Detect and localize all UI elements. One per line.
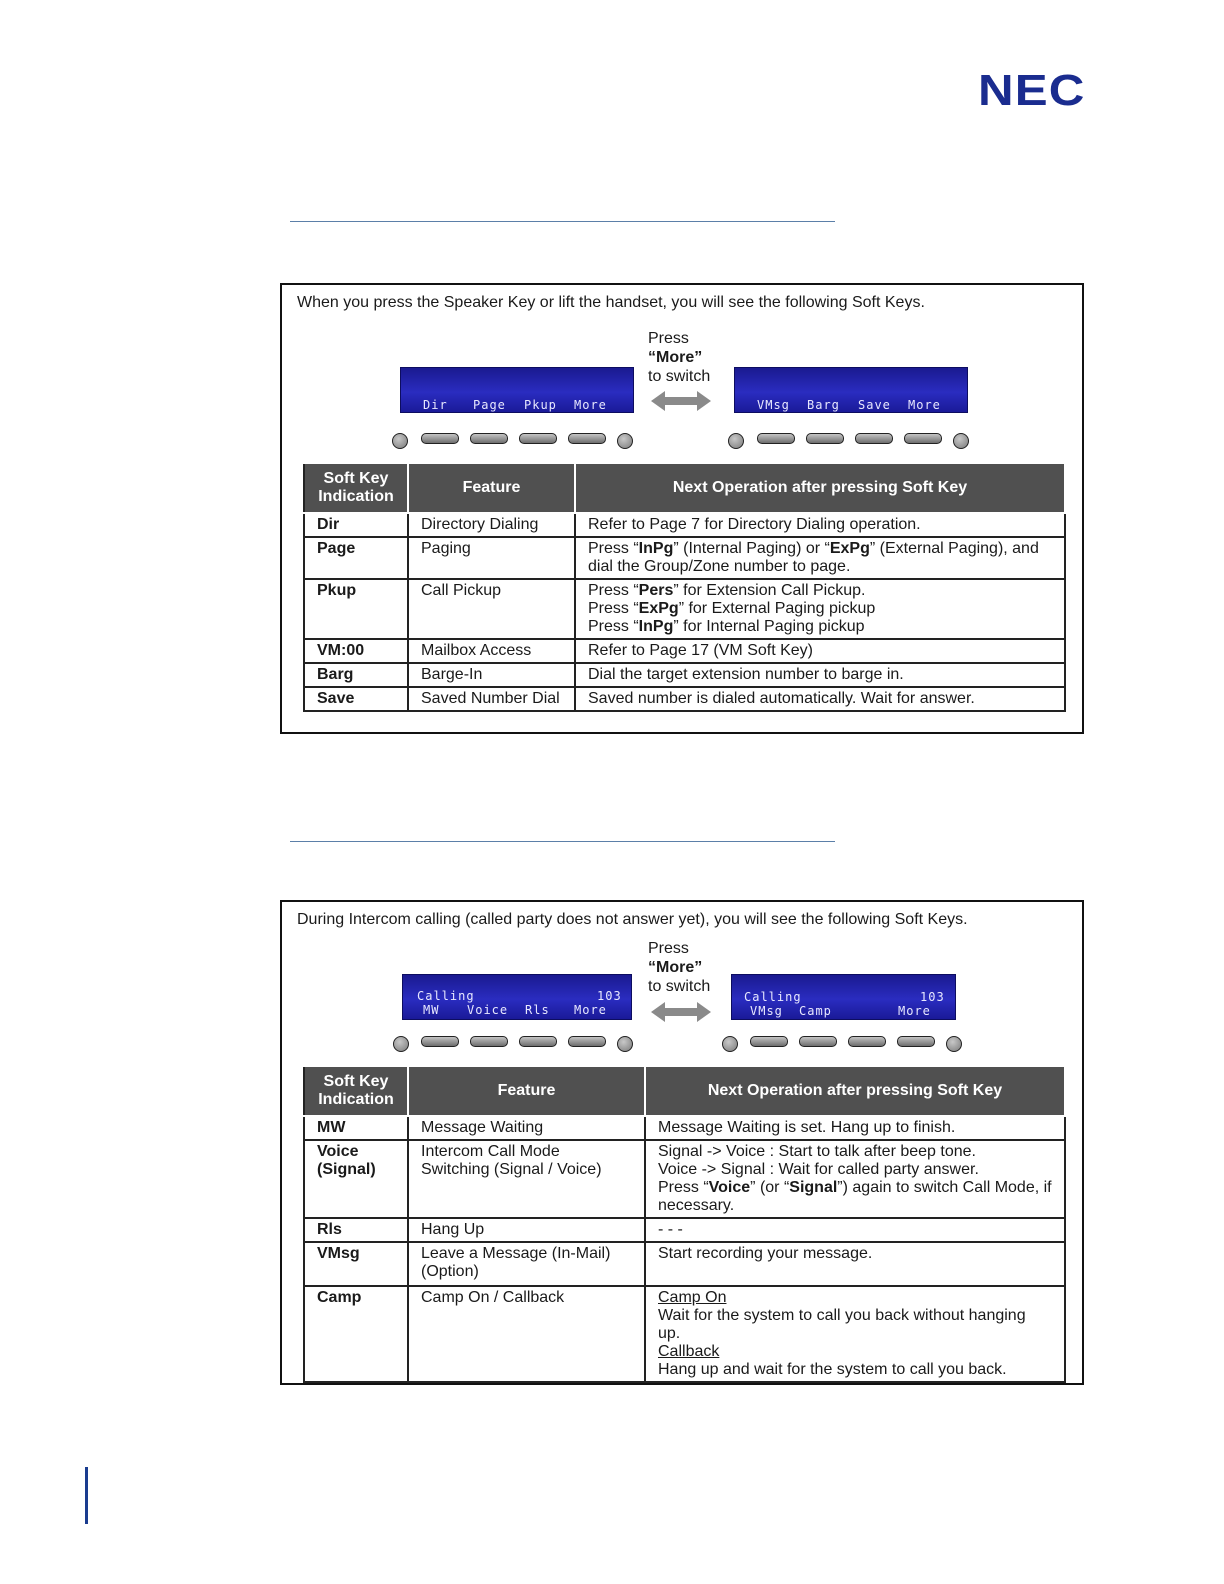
intro-text: When you press the Speaker Key or lift the handset, you will see the following Soft Keys. [297,294,925,311]
lcd-key-save: Save [858,398,891,412]
cell-operation: Dial the target extension number to barge in. [575,663,1065,687]
softkey-panel-idle [280,283,1084,734]
nav-button-left[interactable] [393,1036,409,1052]
cell-feature: Mailbox Access [408,639,575,663]
section-divider [290,841,835,842]
cell-operation: Camp On Wait for the system to call you back without hanging up. Callback Hang up and wait for the system to call you back. [645,1286,1065,1382]
table-row [304,639,1065,663]
page-margin-bar [85,1467,88,1524]
cell-key: Barg [304,663,408,687]
cell-feature: Leave a Message (In-Mail) (Option) [408,1242,645,1286]
softkey-button-3[interactable] [519,1036,557,1047]
nav-button-left[interactable] [722,1036,738,1052]
softkey-button-4[interactable] [568,433,606,444]
nav-button-right[interactable] [946,1036,962,1052]
softkey-button-4[interactable] [904,433,942,444]
lcd-key-page: Page [473,398,506,412]
table-row [304,1286,1065,1382]
lcd-key-more: More [574,1003,607,1017]
lcd-status: Calling [417,989,475,1003]
softkey-buttons-left [392,431,637,451]
cell-feature: Camp On / Callback [408,1286,645,1382]
lcd-key-voice: Voice [467,1003,509,1017]
lcd-display-left [402,974,632,1020]
nav-button-right[interactable] [617,1036,633,1052]
table-row [304,1242,1065,1286]
lcd-key-vmsg: VMsg [757,398,790,412]
softkey-button-3[interactable] [848,1036,886,1047]
table-row [304,1218,1065,1242]
cell-operation: Message Waiting is set. Hang up to finish. [645,1116,1065,1140]
softkey-table-intercom [303,1065,1066,1383]
cell-feature: Saved Number Dial [408,687,575,711]
switch-arrow-icon [651,1000,711,1024]
cell-operation: Start recording your message. [645,1242,1065,1286]
cell-key: MW [304,1116,408,1140]
lcd-key-dir: Dir [423,398,448,412]
table-row [304,579,1065,639]
lcd-key-more: More [908,398,941,412]
lcd-key-more: More [574,398,607,412]
softkey-button-3[interactable] [855,433,893,444]
section-divider [290,221,835,222]
cell-key: Voice (Signal) [304,1140,408,1218]
lcd-key-more: More [898,1004,931,1018]
table-row [304,513,1065,537]
intro-text: During Intercom calling (called party does not answer yet), you will see the following Soft Keys. [297,911,968,928]
table-row [304,537,1065,579]
table-header-row [304,463,1065,513]
header-soft-key: Soft Key Indication [304,463,408,513]
table-row [304,1140,1065,1218]
cell-key: VM:00 [304,639,408,663]
cell-operation: Refer to Page 17 (VM Soft Key) [575,639,1065,663]
cell-feature: Message Waiting [408,1116,645,1140]
nec-logo: NEC [978,66,1086,115]
cell-key: Page [304,537,408,579]
cell-key: Rls [304,1218,408,1242]
softkey-buttons-right [728,431,973,451]
softkey-button-2[interactable] [470,1036,508,1047]
header-next-operation: Next Operation after pressing Soft Key [575,463,1065,513]
softkey-button-2[interactable] [806,433,844,444]
cell-operation: Press “Pers” for Extension Call Pickup. Press “ExPg” for External Paging pickup Press “InPg” for Internal Paging pickup [575,579,1065,639]
lcd-number: 103 [597,989,622,1003]
softkey-button-2[interactable] [470,433,508,444]
lcd-key-vmsg: VMsg [750,1004,783,1018]
nav-button-right[interactable] [617,433,633,449]
lcd-key-mw: MW [423,1003,440,1017]
cell-feature: Paging [408,537,575,579]
softkey-table-idle [303,462,1066,712]
softkey-button-4[interactable] [568,1036,606,1047]
lcd-number: 103 [920,990,945,1004]
cell-feature: Hang Up [408,1218,645,1242]
switch-label: to switch [648,978,711,995]
cell-key: Save [304,687,408,711]
table-row [304,687,1065,711]
header-next-operation: Next Operation after pressing Soft Key [645,1066,1065,1116]
press-label: Press [648,940,689,957]
press-label: Press [648,330,689,347]
cell-key: Pkup [304,579,408,639]
cell-feature: Intercom Call Mode Switching (Signal / Voice) [408,1140,645,1218]
softkey-button-3[interactable] [519,433,557,444]
table-row [304,1116,1065,1140]
cell-key: Dir [304,513,408,537]
cell-operation: - - - [645,1218,1065,1242]
table-row [304,663,1065,687]
cell-key: VMsg [304,1242,408,1286]
softkey-panel-intercom [280,900,1084,1385]
nav-button-right[interactable] [953,433,969,449]
lcd-status: Calling [744,990,802,1004]
press-more-hint [648,939,710,996]
cell-operation: Signal -> Voice : Start to talk after beep tone. Voice -> Signal : Wait for called party answer. Press “Voice” (or “Signal”) again to switch Call Mode, if necessary. [645,1140,1065,1218]
cell-feature: Directory Dialing [408,513,575,537]
softkey-button-4[interactable] [897,1036,935,1047]
lcd-key-barg: Barg [807,398,840,412]
lcd-key-pkup: Pkup [524,398,557,412]
switch-label: to switch [648,368,711,385]
cell-operation: Saved number is dialed automatically. Wait for answer. [575,687,1065,711]
cell-operation: Refer to Page 7 for Directory Dialing operation. [575,513,1065,537]
lcd-key-camp: Camp [799,1004,832,1018]
softkey-buttons-right [722,1034,967,1054]
softkey-button-2[interactable] [799,1036,837,1047]
header-soft-key: Soft Key Indication [304,1066,408,1116]
softkey-button-1[interactable] [421,433,459,444]
lcd-display-right [731,974,956,1020]
softkey-buttons-left [393,1034,638,1054]
header-feature: Feature [408,463,575,513]
softkey-button-1[interactable] [421,1036,459,1047]
table-header-row [304,1066,1065,1116]
nav-button-left[interactable] [392,433,408,449]
cell-operation: Press “InPg” (Internal Paging) or “ExPg” (External Paging), and dial the Group/Zone number to page. [575,537,1065,579]
lcd-display-left [400,367,634,413]
press-more-hint [648,329,710,386]
nav-button-left[interactable] [728,433,744,449]
header-feature: Feature [408,1066,645,1116]
lcd-key-rls: Rls [525,1003,550,1017]
lcd-display-right [734,367,968,413]
cell-key: Camp [304,1286,408,1382]
cell-feature: Call Pickup [408,579,575,639]
softkey-button-1[interactable] [750,1036,788,1047]
switch-arrow-icon [651,389,711,413]
more-label: “More” [648,349,703,366]
softkey-button-1[interactable] [757,433,795,444]
cell-feature: Barge-In [408,663,575,687]
more-label: “More” [648,959,703,976]
